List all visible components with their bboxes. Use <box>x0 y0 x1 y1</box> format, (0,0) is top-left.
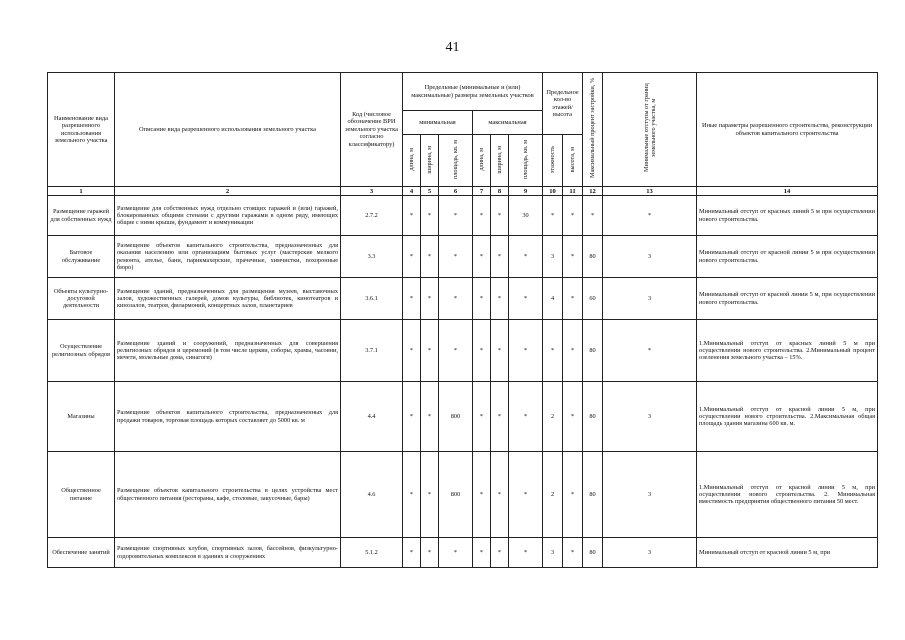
column-number: 1 <box>48 187 115 196</box>
use-code: 5.1.2 <box>341 538 403 568</box>
column-number: 5 <box>421 187 439 196</box>
use-description: Размещение объектов капитального строительства в целях устройства мест общественного питания (рестораны, кафе, столовые, закусочные, бары) <box>115 452 341 538</box>
column-number-row <box>48 187 878 196</box>
floors-value: * <box>543 320 563 382</box>
header-max-length: длина, м <box>473 135 491 187</box>
page-number: 41 <box>445 40 460 55</box>
use-description: Размещение зданий и сооружений, предназначенных для совершения религиозных обрядов и церемоний (в том числе церкви, соборы, храмы, часовни, мечети, молельные дома, синагоги) <box>115 320 341 382</box>
use-name: Магазины <box>48 382 115 452</box>
min-area-value: * <box>439 236 473 278</box>
table-row <box>48 196 878 236</box>
height-value: * <box>563 320 583 382</box>
min-area-value: 800 <box>439 382 473 452</box>
table-row <box>48 452 878 538</box>
header-description: Описание вида разрешенного использования земельного участка <box>115 73 341 187</box>
setback-value: * <box>603 320 697 382</box>
column-number: 12 <box>583 187 603 196</box>
min-area-value: * <box>439 196 473 236</box>
build-percent-value: 80 <box>583 538 603 568</box>
other-params: Минимальный отступ от красных линий 5 м при осуществлении нового строительства. <box>697 196 878 236</box>
build-percent-value: 60 <box>583 278 603 320</box>
height-value: * <box>563 538 583 568</box>
max-width-value: * <box>491 382 509 452</box>
max-area-value: 30 <box>509 196 543 236</box>
min-length-value: * <box>403 382 421 452</box>
setback-value: 3 <box>603 538 697 568</box>
header-max-width: ширина, м <box>491 135 509 187</box>
column-number: 6 <box>439 187 473 196</box>
use-name: Общественное питание <box>48 452 115 538</box>
min-length-value: * <box>403 538 421 568</box>
column-number: 4 <box>403 187 421 196</box>
min-area-value: * <box>439 320 473 382</box>
table-row <box>48 278 878 320</box>
other-params: 1.Минимальный отступ от красных линий 5 м при осуществлении нового строительства. 2.Минимальный процент озеленения земельного участка – 15%. <box>697 320 878 382</box>
zoning-table <box>47 72 878 568</box>
max-width-value: * <box>491 452 509 538</box>
other-params: Минимальный отступ от красной линии 5 м, при <box>697 538 878 568</box>
max-width-value: * <box>491 320 509 382</box>
min-length-value: * <box>403 278 421 320</box>
floors-value: 4 <box>543 278 563 320</box>
table-row <box>48 320 878 382</box>
setback-value: 3 <box>603 278 697 320</box>
min-width-value: * <box>421 236 439 278</box>
max-length-value: * <box>473 382 491 452</box>
min-area-value: 800 <box>439 452 473 538</box>
use-description: Размещение объектов капитального строительства, предназначенных для продажи товаров, торговая площадь которых составляет до 5000 кв. м <box>115 382 341 452</box>
build-percent-value: 80 <box>583 452 603 538</box>
min-length-value: * <box>403 320 421 382</box>
use-name: Осуществление религиозных обрядов <box>48 320 115 382</box>
height-value: * <box>563 196 583 236</box>
height-value: * <box>563 382 583 452</box>
header-maximal: максимальная <box>473 111 543 135</box>
setback-value: 3 <box>603 236 697 278</box>
build-percent-value: * <box>583 196 603 236</box>
max-width-value: * <box>491 278 509 320</box>
use-code: 3.3 <box>341 236 403 278</box>
floors-value: 3 <box>543 538 563 568</box>
max-length-value: * <box>473 320 491 382</box>
use-code: 4.4 <box>341 382 403 452</box>
height-value: * <box>563 278 583 320</box>
height-value: * <box>563 236 583 278</box>
header-max-area: площадь, кв. м <box>509 135 543 187</box>
max-width-value: * <box>491 196 509 236</box>
header-min-width: ширина, м <box>421 135 439 187</box>
column-number: 13 <box>603 187 697 196</box>
min-length-value: * <box>403 452 421 538</box>
use-code: 3.6.1 <box>341 278 403 320</box>
max-length-value: * <box>473 236 491 278</box>
max-width-value: * <box>491 236 509 278</box>
header-minimal: минимальная <box>403 111 473 135</box>
use-description: Размещение зданий, предназначенных для размещения музеев, выставочных залов, художественных галерей, домов культуры, библиотек, кинотеатров и кинозалов, театров, филармоний, концертных залов, планетариев <box>115 278 341 320</box>
use-name: Обеспечение занятий <box>48 538 115 568</box>
max-length-value: * <box>473 538 491 568</box>
max-length-value: * <box>473 452 491 538</box>
min-width-value: * <box>421 196 439 236</box>
column-number: 8 <box>491 187 509 196</box>
setback-value: * <box>603 196 697 236</box>
max-area-value: * <box>509 236 543 278</box>
header-name: Наименование вида разрешенного использования земельного участка <box>48 73 115 187</box>
floors-value: 2 <box>543 382 563 452</box>
header-floor-count: этажность <box>543 135 563 187</box>
header-build-percent: Максимальный процент застройки, % <box>583 73 603 187</box>
column-number: 11 <box>563 187 583 196</box>
max-area-value: * <box>509 452 543 538</box>
header-min-area: площадь, кв. м <box>439 135 473 187</box>
use-description: Размещение для собственных нужд отдельно стоящих гаражей и (или) гаражей, блокированных общими стенами с другими гаражами в одном ряду, имеющих общие с ними крыши, фундамент и коммуникации <box>115 196 341 236</box>
min-width-value: * <box>421 538 439 568</box>
column-number: 10 <box>543 187 563 196</box>
setback-value: 3 <box>603 382 697 452</box>
max-area-value: * <box>509 278 543 320</box>
header-floors: Предельное кол-во этажей/высота <box>543 73 583 135</box>
column-number: 3 <box>341 187 403 196</box>
use-name: Размещение гаражей для собственных нужд <box>48 196 115 236</box>
max-length-value: * <box>473 196 491 236</box>
use-code: 2.7.2 <box>341 196 403 236</box>
min-width-value: * <box>421 320 439 382</box>
column-number: 14 <box>697 187 878 196</box>
column-number: 2 <box>115 187 341 196</box>
floors-value: * <box>543 196 563 236</box>
table-row <box>48 538 878 568</box>
min-width-value: * <box>421 278 439 320</box>
build-percent-value: 80 <box>583 236 603 278</box>
max-area-value: * <box>509 382 543 452</box>
setback-value: 3 <box>603 452 697 538</box>
header-other-params: Иные параметры разрешенного строительства, реконструкции объектов капитального строительства <box>697 73 878 187</box>
other-params: Минимальный отступ от красной линии 5 м, при осуществлении нового строительства. <box>697 278 878 320</box>
min-area-value: * <box>439 538 473 568</box>
min-area-value: * <box>439 278 473 320</box>
use-name: Бытовое обслуживание <box>48 236 115 278</box>
other-params: Минимальный отступ от красной линии 5 м при осуществлении нового строительства. <box>697 236 878 278</box>
min-length-value: * <box>403 236 421 278</box>
max-length-value: * <box>473 278 491 320</box>
header-min-length: длина, м <box>403 135 421 187</box>
other-params: 1.Минимальный отступ от красной линии 5 м, при осуществлении нового строительства. 2.Максимальная общая площадь здания магазина 600 кв. м. <box>697 382 878 452</box>
max-area-value: * <box>509 538 543 568</box>
use-name: Объекты культурно-досуговой деятельности <box>48 278 115 320</box>
use-description: Размещение спортивных клубов, спортивных залов, бассейнов, физкультурно-оздоровительных комплексов в зданиях и сооружениях <box>115 538 341 568</box>
build-percent-value: 80 <box>583 382 603 452</box>
column-number: 7 <box>473 187 491 196</box>
table-row <box>48 382 878 452</box>
header-setbacks: Минимальные отступы от границ земельного участка, м <box>603 73 697 187</box>
header-sizes: Предельные (минимальные и (или) максимальные) размеры земельных участков <box>403 73 543 111</box>
table-row <box>48 236 878 278</box>
min-length-value: * <box>403 196 421 236</box>
max-width-value: * <box>491 538 509 568</box>
min-width-value: * <box>421 452 439 538</box>
min-width-value: * <box>421 382 439 452</box>
header-height: высота, м <box>563 135 583 187</box>
max-area-value: * <box>509 320 543 382</box>
height-value: * <box>563 452 583 538</box>
column-number: 9 <box>509 187 543 196</box>
floors-value: 2 <box>543 452 563 538</box>
use-code: 4.6 <box>341 452 403 538</box>
floors-value: 3 <box>543 236 563 278</box>
build-percent-value: 80 <box>583 320 603 382</box>
header-code: Код (числовое обозначение ВРИ земельного участка согласно классификатору) <box>341 73 403 187</box>
use-code: 3.7.1 <box>341 320 403 382</box>
use-description: Размещение объектов капитального строительства, предназначенных для оказания населению или организациям бытовых услуг (мастерские мелкого ремонта, ателье, бани, парикмахерские, прачечные, химчистки, похоронные бюро) <box>115 236 341 278</box>
other-params: 1.Минимальный отступ от красной линии 5 м, при осуществлении нового строительства. 2. Минимальная вместимость предприятия общественного питания 50 мест. <box>697 452 878 538</box>
